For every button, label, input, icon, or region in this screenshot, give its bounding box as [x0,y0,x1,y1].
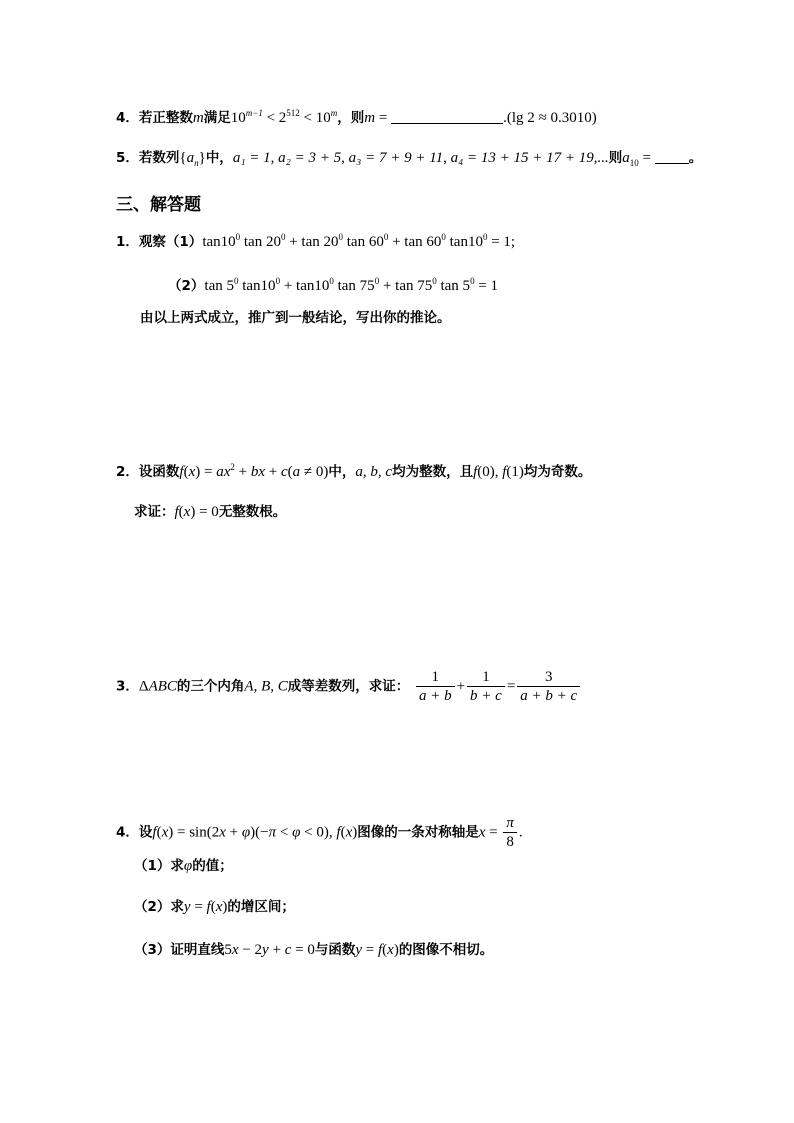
answer-blank[interactable] [391,109,503,124]
fill-question-4: 4．若正整数m满足$10^{m-1} < 2^{512} < 10^m$，则m = .(lg 2 ≈ 0.3010) [116,108,597,126]
problem-4-sub-3: （3）证明直线5x − 2y + c = 0与函数y = f(x)的图像不相切。 [134,942,494,958]
fraction: $\frac{3}{a + b + c}$ [517,668,580,705]
question-number: 2． [116,464,139,480]
problem-3: 3．ΔABC的三个内角A, B, C成等差数列，求证： $\frac{1}{a + b}$ + $\frac{1}{b + c}$ = $\frac{3}{a + b + c}$ [116,668,582,705]
question-number: 4． [116,110,139,126]
problem-1-conclusion: 由以上两式成立，推广到一般结论，写出你的推论。 [140,310,451,326]
question-number: 5． [116,150,139,166]
answer-blank[interactable] [655,149,689,164]
fraction: $\frac{\pi}{8}$ [503,814,517,851]
problem-4-stem: 4．设f(x) = sin(2x + φ)(−π < φ < 0), f(x)图像的一条对称轴是x = $\frac{\pi}{8}$ . [116,815,523,850]
fraction: $\frac{1}{b + c}$ [467,668,505,705]
question-number: 4． [116,824,139,841]
problem-1-line-2: （2）tan $5^0$ $\tan 10^0 + \tan 10^0$ $\tan 75^0 + \tan 75^0$ $\tan 5^0 = 1$ [168,276,499,294]
section-title: 三、解答题 [116,195,201,215]
problem-4-sub-2: （2）求y = f(x)的增区间； [134,899,295,915]
problem-2-prove: 求证：f(x) = 0无整数根。 [134,504,287,520]
problem-2-line-1: 2．设函数$f(x) = ax^2$ + bx + c(a ≠ 0)中，a, b, c均为整数，且f(0), f(1)均为奇数。 [116,462,592,480]
fraction: $\frac{1}{a + b}$ [416,668,455,705]
problem-1-line-1: 1．观察$(1)\tan 10^0$ $\tan 20^0 + \tan 20^0$ $\tan 60^0 + \tan 60^0$ $\tan 10^0 = 1$; [116,232,516,250]
question-number: 3． [116,678,139,695]
question-number: 1． [116,234,139,250]
problem-4-sub-1: （1）求φ的值； [134,858,233,874]
fill-question-5: 5．若数列$\{a_n\}$中，a₁ = 1, a₂ = 3 + 5, a₃ = 7 + 9 + 11, a₄ = 13 + 15 + 17 + 19,...则$a_{10}$ = 。 [116,150,703,168]
